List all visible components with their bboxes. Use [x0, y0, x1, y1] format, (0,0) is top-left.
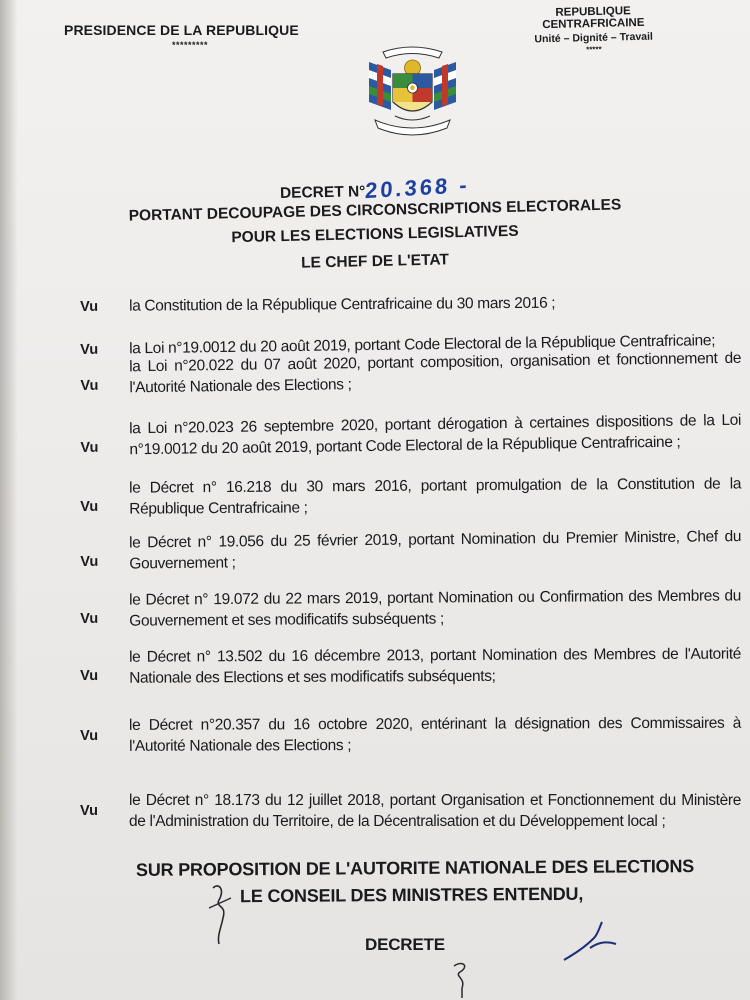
republic-title: REPUBLIQUE CENTRAFRICAINE — [542, 5, 645, 32]
vu-text: le Décret n° 18.173 du 12 juillet 2018, portant Organisation et Fonctionnement du Ministère de l'Administration du Territoire, de la Décentralisation et du Développement local ; — [129, 792, 741, 830]
vu-text: le Décret n°20.357 du 16 octobre 2020, entérinant la désignation des Commissaires à l'Autorité Nationale des Elections ; — [129, 714, 742, 755]
vu-item — [80, 585, 742, 630]
coat-of-arms-icon — [355, 40, 470, 140]
vu-label: Vu — [80, 498, 99, 515]
vu-label: Vu — [80, 439, 99, 456]
vu-label: Vu — [80, 553, 99, 570]
vu-item — [80, 473, 742, 518]
head-of-state-heading: LE CHEF DE L'ETAT — [300, 251, 450, 272]
vu-label: Vu — [80, 341, 99, 358]
vu-label: Vu — [80, 377, 99, 394]
vu-label: Vu — [80, 298, 99, 315]
vu-item — [80, 526, 742, 573]
vu-text: la Constitution de la République Centrafricaine du 30 mars 2016 ; — [129, 294, 556, 315]
vu-item — [80, 410, 742, 459]
vu-item — [80, 713, 742, 755]
presidency-header — [64, 22, 299, 50]
presidency-stars: ********* — [172, 40, 209, 50]
vu-item — [80, 291, 740, 315]
decree-prefix: DECRET N° — [279, 183, 366, 202]
vu-label: Vu — [80, 667, 99, 684]
vu-label: Vu — [80, 803, 98, 819]
vu-text: le Décret n° 19.056 du 25 février 2019, portant Nomination du Premier Ministre, Chef du Gouvernement ; — [129, 528, 742, 573]
proposal-line: SUR PROPOSITION DE L'AUTORITE NATIONALE DES ELECTIONS — [135, 856, 695, 880]
republic-motto: Unité – Dignité – Travail — [534, 30, 654, 46]
vu-text: la Loi n°20.022 du 07 août 2020, portant composition, organisation et fonctionnement de l'Autorité Nationale des Elections ; — [129, 349, 742, 397]
republic-stars: ***** — [586, 44, 602, 55]
bottom-initials-icon — [448, 958, 478, 1000]
vu-label: Vu — [80, 727, 99, 744]
decree-subject-line2: POUR LES ELECTIONS LEGISLATIVES — [231, 222, 519, 247]
page-edge-shadow — [0, 0, 18, 1000]
initials-signature-icon — [205, 878, 245, 948]
decree-subject-line1: PORTANT DECOUPAGE DES CIRCONSCRIPTIONS ELECTORALES — [128, 196, 622, 225]
vu-text: la Loi n°20.023 26 septembre 2020, portant dérogation à certaines dispositions de la Loi n°19.0012 du 20 août 2019, portant Code Electoral de la République Centrafricaine ; — [129, 411, 742, 459]
vu-label: Vu — [80, 610, 99, 627]
council-line: LE CONSEIL DES MINISTRES ENTENDU, — [239, 883, 584, 907]
republic-header — [505, 4, 681, 56]
presidency-title: PRESIDENCE DE LA REPUBLIQUE — [64, 22, 299, 38]
vu-text: le Décret n° 19.072 du 22 mars 2019, portant Nomination ou Confirmation des Membres du Gouvernement et ses modificatifs subséquents ; — [129, 587, 742, 630]
vu-text: le Décret n° 13.502 du 16 décembre 2013, portant Nomination des Membres de l'Autorité Nationale des Elections et ses modificatifs subséquents; — [129, 645, 742, 687]
vu-text: la Loi n°19.0012 du 20 août 2019, portant Code Electoral de la République Centrafricaine; — [129, 332, 716, 358]
decrete-heading: DECRETE — [365, 935, 445, 954]
decree-number: 20.368 - — [364, 172, 471, 204]
vu-item — [80, 330, 740, 358]
paraph-signature-icon — [560, 918, 620, 968]
vu-text: le Décret n° 16.218 du 30 mars 2016, portant promulgation de la Constitution de la République Centrafricaine ; — [129, 475, 742, 518]
vu-item — [80, 644, 742, 687]
